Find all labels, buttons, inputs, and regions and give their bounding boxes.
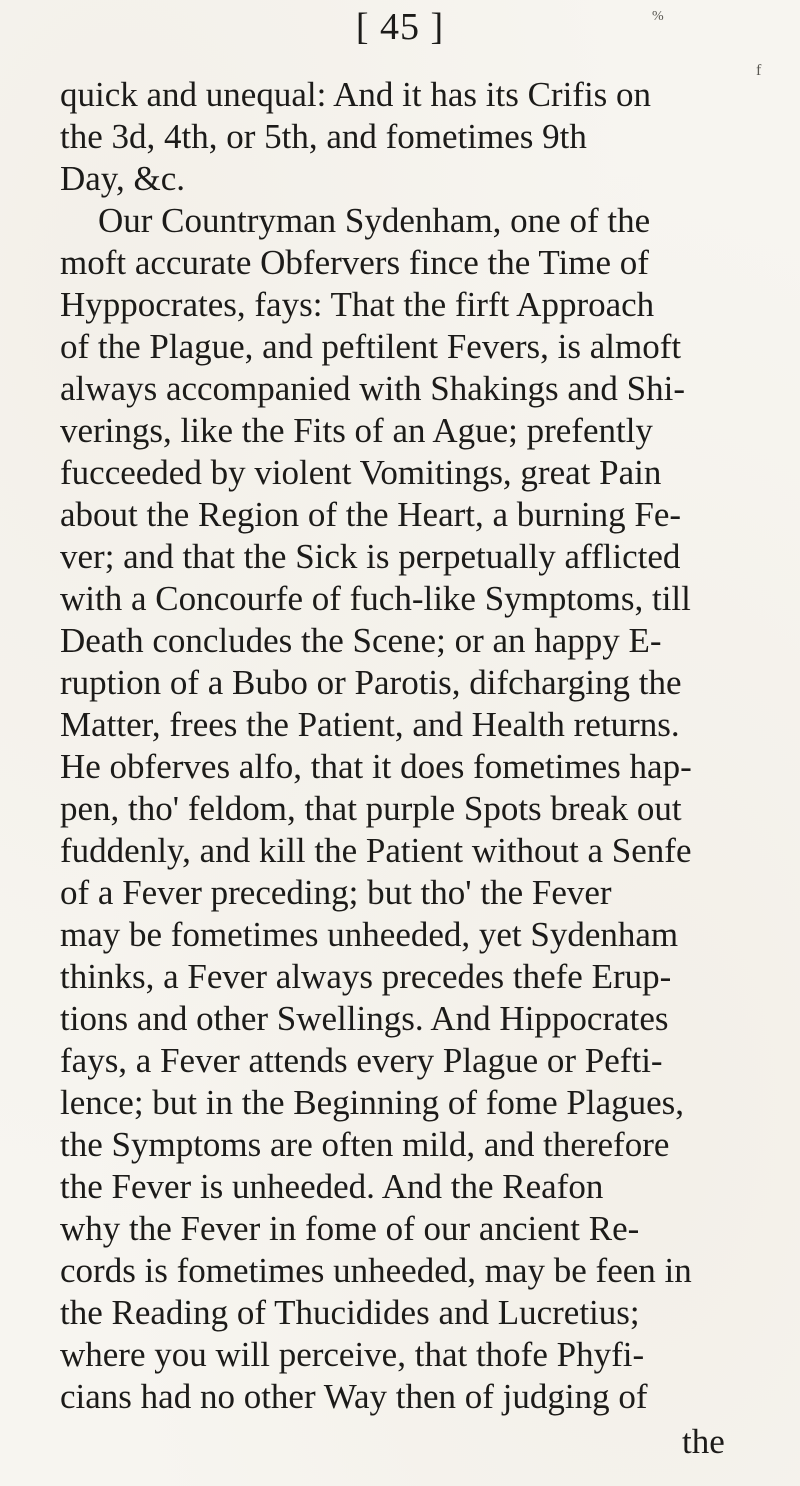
margin-mark-top: % — [652, 9, 664, 24]
text-line: cords is fometimes unheeded, may be feen in — [60, 1251, 692, 1290]
text-line: the Symptoms are often mild, and therefore — [60, 1125, 670, 1164]
text-line: why the Fever in fome of our ancient Re- — [60, 1209, 640, 1248]
text-line: with a Concourfe of fuch-like Symptoms, till — [60, 579, 691, 618]
text-line: of a Fever preceding; but tho' the Fever — [60, 873, 612, 912]
text-line: the Fever is unheeded. And the Reafon — [60, 1167, 604, 1206]
text-line: moft accurate Obfervers fince the Time of — [60, 243, 649, 282]
text-line: quick and unequal: And it has its Crifis on — [60, 75, 652, 114]
text-line: fucceeded by violent Vomitings, great Pain — [60, 453, 662, 492]
text-line: Matter, frees the Patient, and Health returns. — [60, 705, 680, 744]
text-line: Death concludes the Scene; or an happy E- — [60, 621, 662, 660]
text-line: always accompanied with Shakings and Shi- — [60, 369, 686, 408]
text-line: tions and other Swellings. And Hippocrates — [60, 999, 669, 1038]
catchword: the — [682, 1422, 725, 1461]
text-line: lence; but in the Beginning of fome Plagues, — [60, 1083, 685, 1122]
text-line: ruption of a Bubo or Parotis, difcharging the — [60, 663, 682, 702]
margin-mark-right: f — [756, 62, 762, 79]
text-line: the 3d, 4th, or 5th, and fometimes 9th — [60, 117, 587, 156]
text-line: fuddenly, and kill the Patient without a Senfe — [60, 831, 692, 870]
text-line: the Reading of Thucidides and Lucretius; — [60, 1293, 640, 1332]
text-line: Day, &c. — [60, 159, 186, 198]
text-line: fays, a Fever attends every Plague or Pefti- — [60, 1041, 663, 1080]
text-line: Hyppocrates, fays: That the firft Approach — [60, 285, 655, 324]
text-line: Our Countryman Sydenham, one of the — [98, 201, 651, 240]
text-line: may be fometimes unheeded, yet Sydenham — [60, 915, 679, 954]
text-line: about the Region of the Heart, a burning Fe- — [60, 495, 682, 534]
text-line: He obferves alfo, that it does fometimes hap- — [60, 747, 692, 786]
page-number: [ 45 ] — [355, 6, 445, 48]
text-line: verings, like the Fits of an Ague; prefently — [60, 411, 653, 450]
text-line: ver; and that the Sick is perpetually afflicted — [60, 537, 681, 576]
text-line: where you will perceive, that thofe Phyfi- — [60, 1335, 645, 1374]
text-line: cians had no other Way then of judging of — [60, 1377, 648, 1416]
text-line: of the Plague, and peftilent Fevers, is almoft — [60, 327, 682, 366]
text-line: pen, tho' feldom, that purple Spots break out — [60, 789, 682, 828]
text-line: thinks, a Fever always precedes thefe Erup- — [60, 957, 672, 996]
